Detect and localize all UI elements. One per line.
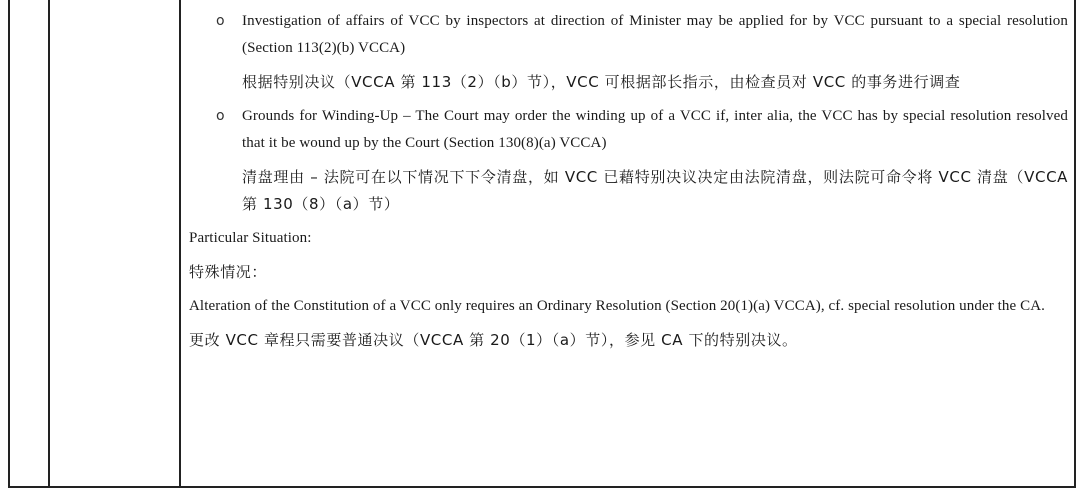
bullet-mark: o xyxy=(216,108,225,124)
content-table xyxy=(8,0,1076,488)
bullet-text-zh: 清盘理由 – 法院可在以下情况下下令清盘，如 VCC 已藉特别决议决定由法院清盘，则法院可命令将 VCC 清盘（VCCA 第 130（8）（a）节） xyxy=(242,168,1068,213)
bullet-item-investigation xyxy=(189,8,1068,62)
empty-cell-1 xyxy=(9,0,49,487)
empty-cell-2 xyxy=(49,0,180,487)
table-row xyxy=(9,0,1075,487)
bullet-text-en: Investigation of affairs of VCC by inspectors at direction of Minister may be applied for by VCC pursuant to a special resolution (Section 113(2)(b) VCCA) xyxy=(242,13,1068,56)
particular-body-en: Alteration of the Constitution of a VCC only requires an Ordinary Resolution (Section 20(1)(a) VCCA), cf. special resolution under the CA. xyxy=(189,298,1046,314)
bullet-text-en: Grounds for Winding-Up – The Court may order the winding up of a VCC if, inter alia, the VCC has by special resolution resolved that it be wound up by the Court (Section 130(8)(a) VCCA) xyxy=(242,108,1068,151)
bullet-item-winding-up xyxy=(189,103,1068,157)
bullet-text-zh: 根据特别决议（VCCA 第 113（2）（b）节），VCC 可根据部长指示，由检查员对 VCC 的事务进行调查 xyxy=(242,73,961,91)
particular-heading-zh: 特殊情况： xyxy=(189,263,268,281)
particular-heading-en: Particular Situation: xyxy=(189,230,312,246)
bullet-mark: o xyxy=(216,13,225,29)
content-cell xyxy=(180,0,1075,487)
particular-body-zh: 更改 VCC 章程只需要普通决议（VCCA 第 20（1）（a）节），参见 CA 下的特别决议。 xyxy=(189,331,798,349)
cell-content xyxy=(181,0,1074,354)
